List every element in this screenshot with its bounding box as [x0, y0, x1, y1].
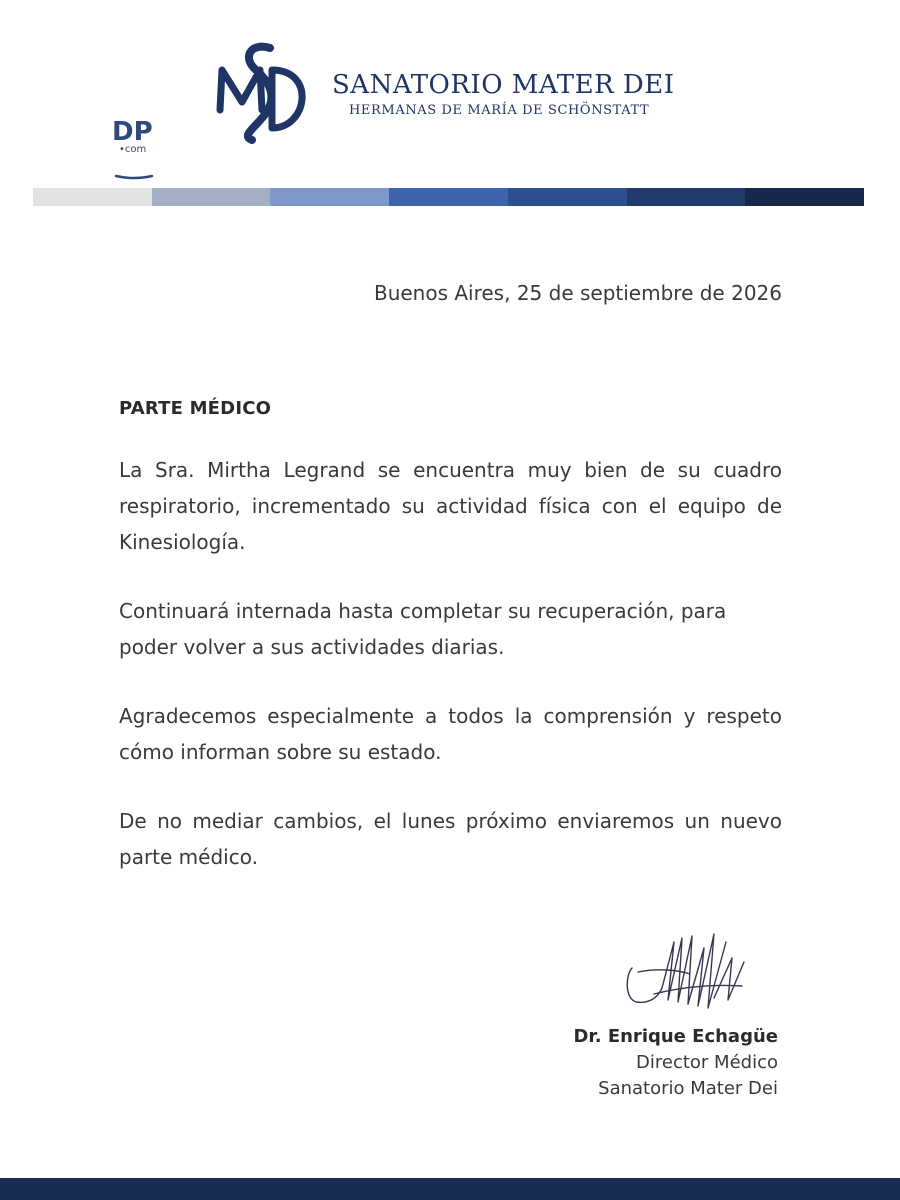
letter-date: Buenos Aires, 25 de septiembre de 2026	[373, 281, 782, 305]
signature-block	[573, 1024, 778, 1102]
svg-text:•com: •com	[119, 144, 147, 155]
color-bar-segment	[745, 188, 864, 206]
body-paragraph: Continuará internada hasta completar su recuperación, para poder volver a sus actividades diarias.	[119, 599, 727, 659]
signatory-name: Dr. Enrique Echagüe	[573, 1026, 778, 1047]
color-bar-segment	[508, 188, 627, 206]
document-title: PARTE MÉDICO	[119, 398, 272, 419]
letter-body	[119, 452, 782, 908]
body-paragraph: Agradecemos especialmente a todos la comprensión y respeto cómo informan sobre su estado.	[119, 704, 782, 764]
signatory-role: Director Médico	[636, 1052, 778, 1073]
svg-text:DP: DP	[112, 117, 153, 147]
dp-watermark-logo	[112, 116, 156, 184]
footer-band	[0, 1178, 900, 1200]
color-bar-segment	[389, 188, 508, 206]
sanatorio-logo	[212, 40, 316, 146]
color-bar-segment	[152, 188, 271, 206]
body-paragraph: La Sra. Mirtha Legrand se encuentra muy bien de su cuadro respiratorio, incrementado su actividad física con el equipo de Kinesiología.	[119, 458, 782, 554]
brand-subtitle: HERMANAS DE MARÍA DE SCHÖNSTATT	[349, 103, 650, 118]
color-bar-segment	[627, 188, 746, 206]
signatory-institution: Sanatorio Mater Dei	[598, 1078, 778, 1099]
header-color-bar	[33, 188, 864, 206]
color-bar-segment	[33, 188, 152, 206]
brand-name: SANATORIO MATER DEI	[332, 70, 675, 100]
color-bar-segment	[270, 188, 389, 206]
body-paragraph: De no mediar cambios, el lunes próximo enviaremos un nuevo parte médico.	[119, 809, 782, 869]
handwritten-signature	[618, 928, 758, 1016]
